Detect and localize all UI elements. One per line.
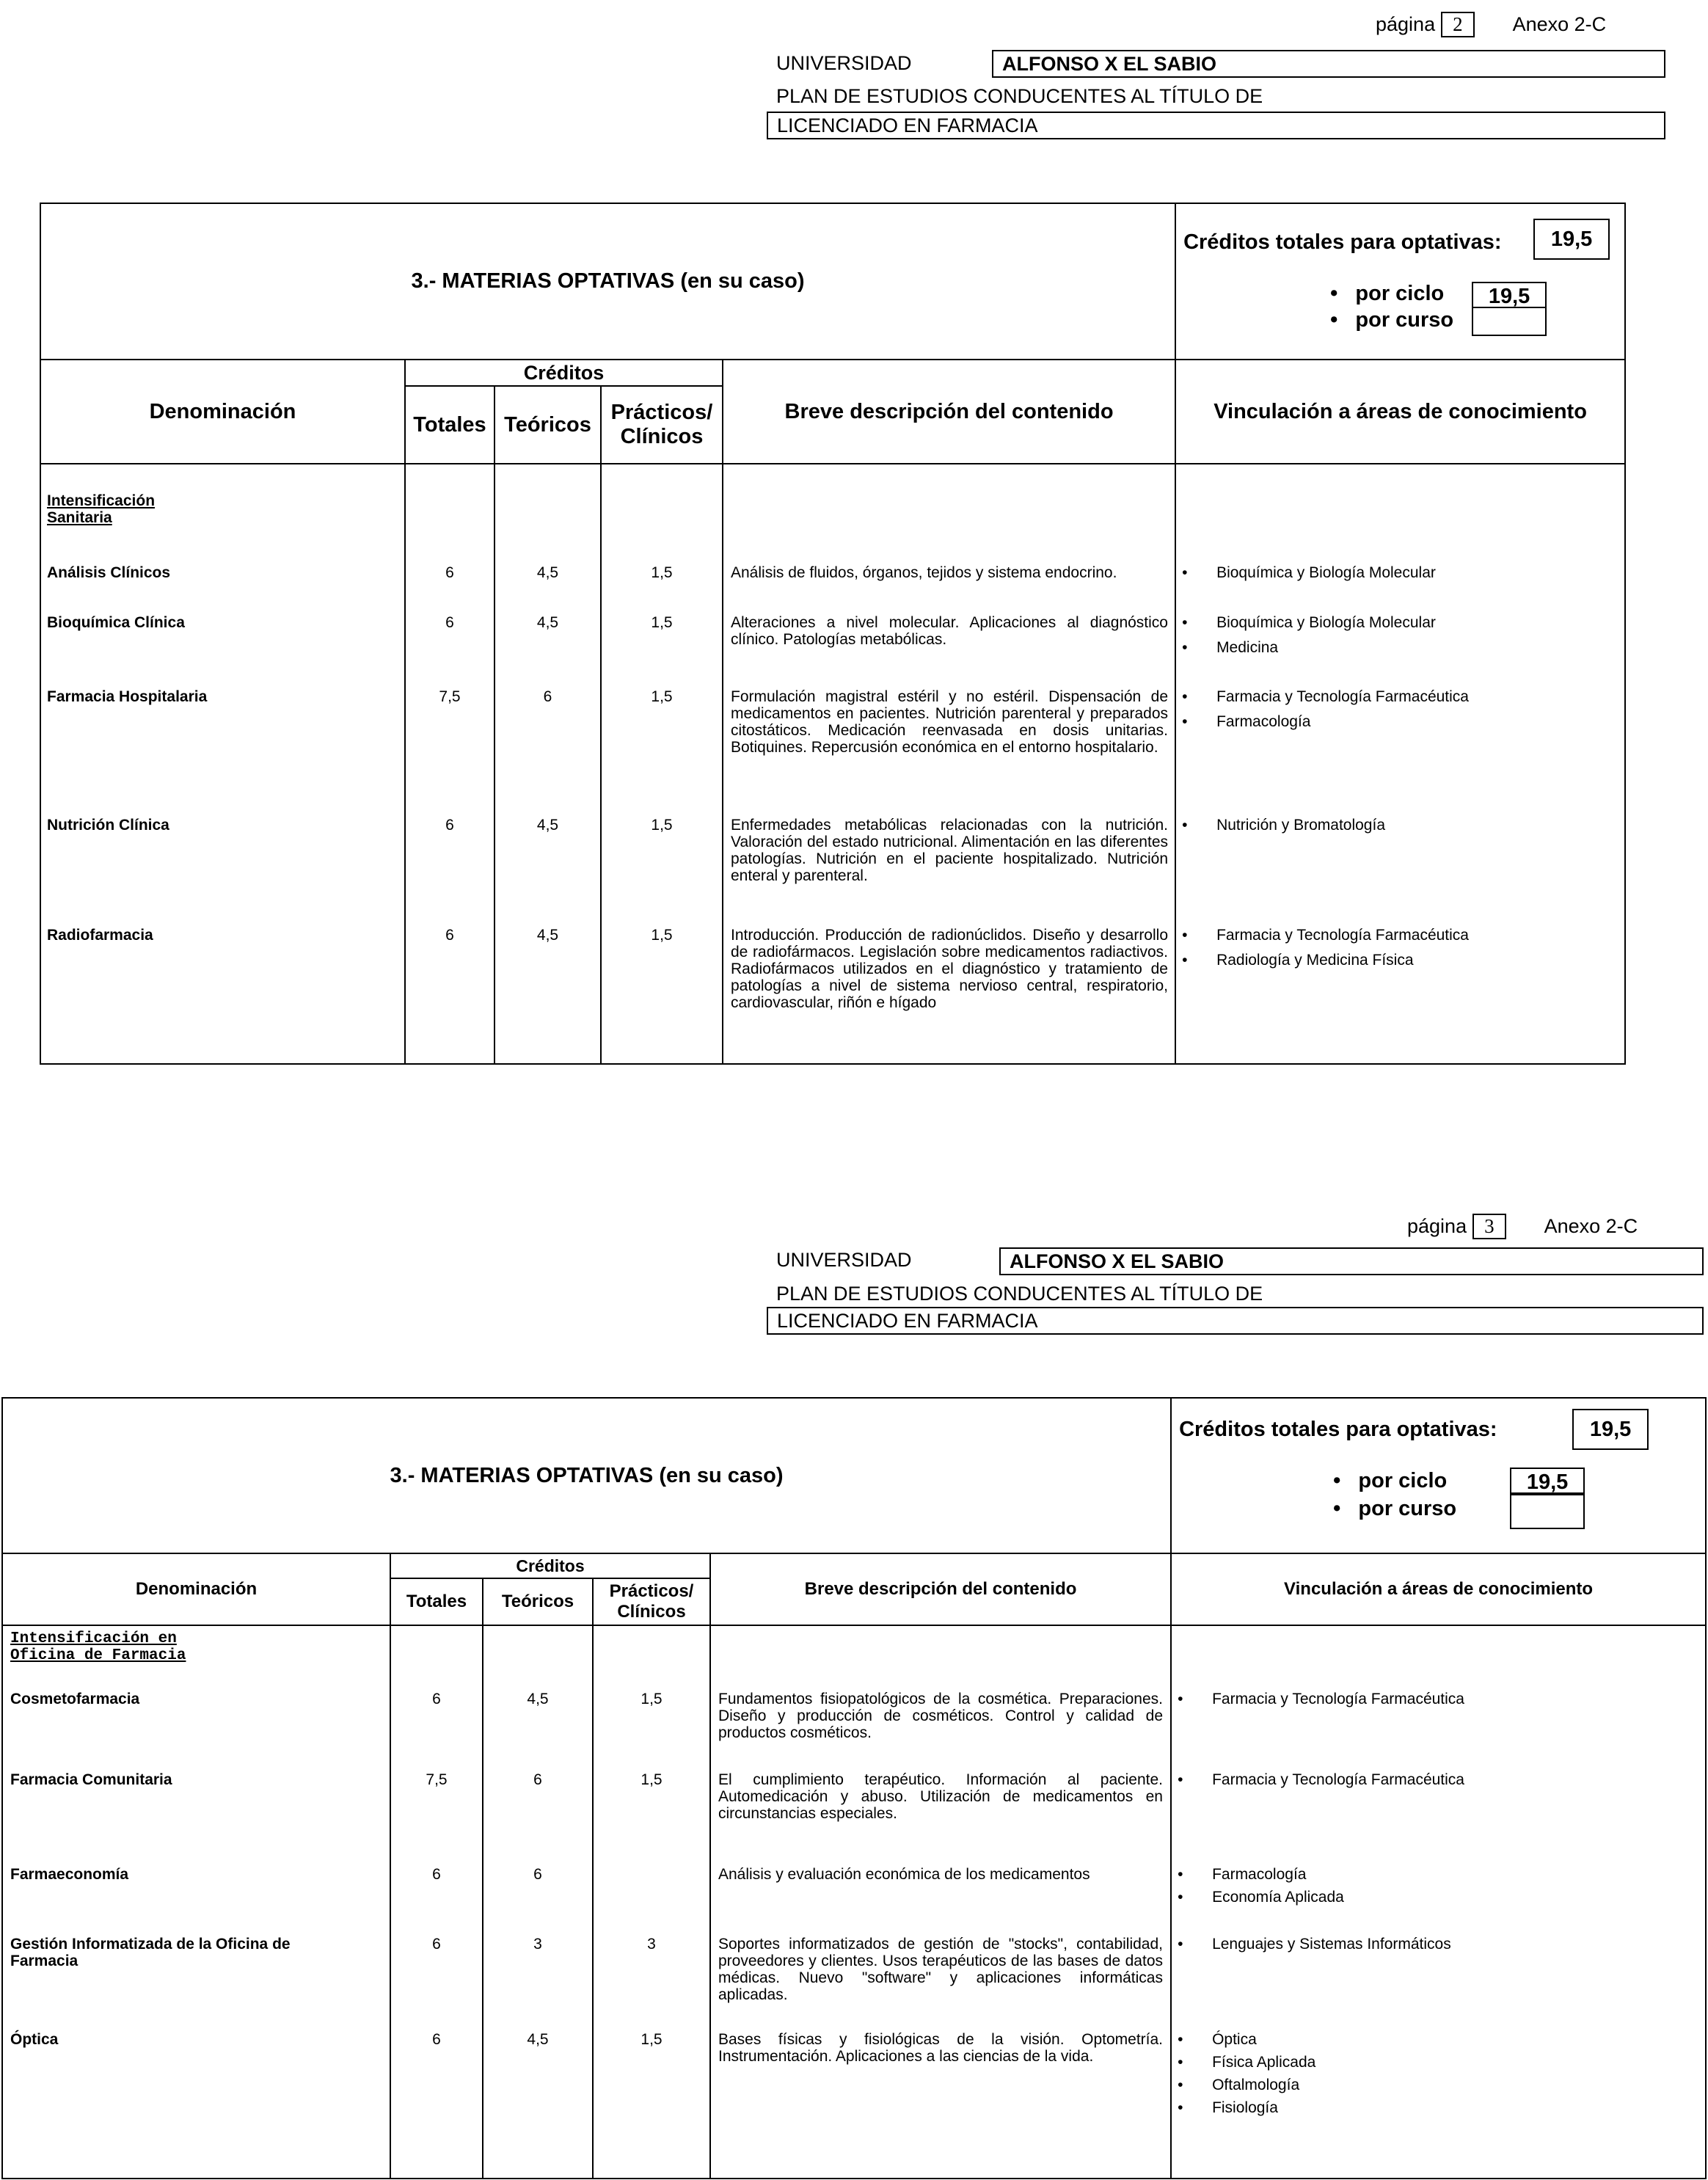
por-curso-box: [1472, 307, 1547, 336]
row-totales: 6: [445, 564, 454, 581]
row-totales: 6: [432, 1866, 441, 1883]
col-creditos: Créditos: [405, 360, 723, 386]
row-teoricos: 4,5: [536, 564, 559, 581]
university-name-box: ALFONSO X EL SABIO: [992, 50, 1665, 78]
row-name: Óptica: [10, 2031, 59, 2048]
area-item: • Nutrición y Bromatología: [1176, 817, 1616, 834]
row-name: Farmacia Comunitaria: [10, 1771, 172, 1788]
row-teoricos: 3: [533, 1936, 542, 1953]
row-teoricos: 6: [533, 1771, 542, 1788]
page-label: página: [1407, 1215, 1467, 1237]
totals-panel: [1171, 1398, 1706, 1553]
row-practicos: 1,5: [640, 1771, 663, 1788]
row-practicos: 1,5: [651, 564, 673, 581]
row-totales: 6: [432, 2031, 441, 2048]
row-practicos: 1,5: [651, 614, 673, 631]
area-item: • Farmacología: [1172, 1866, 1685, 1883]
col-vinculacion: Vinculación a áreas de conocimiento: [1171, 1553, 1706, 1625]
row-name: Radiofarmacia: [47, 927, 153, 944]
practicos-column: [601, 464, 723, 1064]
area-item: • Farmacología: [1176, 713, 1616, 730]
practicos-column: [593, 1625, 710, 2179]
area-item: • Oftalmología: [1172, 2077, 1685, 2093]
row-totales: 6: [445, 927, 454, 944]
university-name-box: ALFONSO X EL SABIO: [999, 1247, 1704, 1275]
degree-box: LICENCIADO EN FARMACIA: [767, 1307, 1704, 1335]
row-teoricos: 6: [533, 1866, 542, 1883]
col-descripcion: Breve descripción del contenido: [723, 360, 1175, 464]
por-ciclo-box: 19,5: [1510, 1468, 1585, 1494]
section-group-line: Oficina de Farmacia: [10, 1647, 186, 1664]
row-description: Alteraciones a nivel molecular. Aplicaciones al diagnóstico clínico. Patologías metabólicas.: [731, 614, 1168, 648]
row-name: Análisis Clínicos: [47, 564, 171, 581]
annex-label: Anexo 2-C: [1512, 13, 1607, 35]
row-description: Introducción. Producción de radionúclidos. Diseño y desarrollo de radiofármacos. Legislación sobre medicamentos radiactivos. Radiofármacos utilizados en el diagnóstico y tratamiento de patologías a nivel de sistema nervioso central, respiratorio, cardiovascular, riñón e hígado: [731, 927, 1168, 1011]
area-item: • Bioquímica y Biología Molecular: [1176, 614, 1616, 631]
row-teoricos: 6: [543, 688, 552, 705]
por-curso-label: • por curso: [1330, 308, 1454, 332]
total-credits-box: 19,5: [1572, 1409, 1649, 1450]
row-name: Farmaeconomía: [10, 1866, 129, 1883]
annex-label: Anexo 2-C: [1544, 1215, 1638, 1237]
optativas-table: [40, 203, 1626, 1065]
area-item: • Óptica: [1172, 2031, 1685, 2048]
row-areas: [1172, 1866, 1685, 1906]
area-item: • Radiología y Medicina Física: [1176, 952, 1616, 969]
col-teoricos: Teóricos: [494, 386, 601, 464]
row-areas: [1172, 1936, 1685, 1953]
col-practicos: Prácticos/ Clínicos: [601, 386, 723, 464]
university-label: UNIVERSIDAD: [776, 1249, 912, 1271]
row-totales: 6: [445, 614, 454, 631]
teoricos-column: [494, 464, 601, 1064]
teoricos-column: [483, 1625, 593, 2179]
row-teoricos: 4,5: [536, 817, 559, 834]
row-teoricos: 4,5: [527, 2031, 549, 2048]
page-number-box: 3: [1472, 1214, 1506, 1239]
row-description: Enfermedades metabólicas relacionadas con la nutrición. Valoración del estado nutricional. Alimentación en las diferentes patologías. Nutrición en el paciente hospitalizado. Nutrición enteral y parenteral.: [731, 817, 1168, 884]
section-group: Intensificación Sanitaria: [47, 492, 156, 526]
plan-label: PLAN DE ESTUDIOS CONDUCENTES AL TÍTULO DE: [776, 85, 1263, 107]
area-item: • Farmacia y Tecnología Farmacéutica: [1176, 927, 1616, 944]
row-areas: [1176, 927, 1616, 969]
row-teoricos: 4,5: [527, 1691, 549, 1707]
row-practicos: 1,5: [640, 2031, 663, 2048]
col-totales: Totales: [390, 1578, 483, 1625]
page-label: página: [1376, 13, 1436, 35]
vinculacion-column: [1171, 1625, 1706, 2179]
row-areas: [1172, 1691, 1685, 1707]
totals-panel: [1175, 203, 1625, 360]
row-areas: [1176, 817, 1616, 834]
por-ciclo-label: • por ciclo: [1330, 282, 1445, 305]
plan-label: PLAN DE ESTUDIOS CONDUCENTES AL TÍTULO DE: [776, 1283, 1263, 1305]
page-number-line: [1407, 1214, 1638, 1239]
col-teoricos: Teóricos: [483, 1578, 593, 1625]
descripcion-column: [723, 464, 1175, 1064]
row-name: Farmacia Hospitalaria: [47, 688, 208, 705]
row-practicos: 1,5: [651, 817, 673, 834]
area-item: • Lenguajes y Sistemas Informáticos: [1172, 1936, 1685, 1953]
row-totales: 6: [432, 1936, 441, 1953]
col-totales: Totales: [405, 386, 494, 464]
area-item: • Farmacia y Tecnología Farmacéutica: [1172, 1771, 1685, 1788]
page-number-box: 2: [1441, 12, 1475, 37]
degree-box: LICENCIADO EN FARMACIA: [767, 112, 1665, 139]
vinculacion-column: [1175, 464, 1625, 1064]
row-description: Bases físicas y fisiológicas de la visión. Optometría. Instrumentación. Aplicaciones a las ciencias de la vida.: [718, 2031, 1163, 2065]
area-item: • Farmacia y Tecnología Farmacéutica: [1172, 1691, 1685, 1707]
por-curso-box: [1510, 1494, 1585, 1529]
section-title: 3.- MATERIAS OPTATIVAS (en su caso): [40, 203, 1175, 360]
row-areas: [1172, 1771, 1685, 1788]
totales-column: [390, 1625, 483, 2179]
row-description: Análisis de fluidos, órganos, tejidos y sistema endocrino.: [731, 564, 1117, 581]
col-denominacion: Denominación: [2, 1553, 390, 1625]
row-areas: [1176, 564, 1616, 581]
row-description: El cumplimiento terapéutico. Información al paciente. Automedicación y abuso. Utilización de medicamentos en circunstancias especiales.: [718, 1771, 1163, 1822]
row-name: Bioquímica Clínica: [47, 614, 185, 631]
section-group: [10, 1630, 186, 1664]
por-ciclo-label: • por ciclo: [1333, 1469, 1448, 1492]
row-description: Fundamentos fisiopatológicos de la cosmética. Preparaciones. Diseño y producción de cosméticos. Control y calidad de productos cosméticos.: [718, 1691, 1163, 1741]
section-title: 3.- MATERIAS OPTATIVAS (en su caso): [2, 1398, 1171, 1553]
col-descripcion: Breve descripción del contenido: [710, 1553, 1171, 1625]
row-practicos: 1,5: [651, 927, 673, 944]
page-number-line: [1376, 12, 1606, 37]
row-description: Análisis y evaluación económica de los medicamentos: [718, 1866, 1090, 1883]
row-totales: 6: [432, 1691, 441, 1707]
col-practicos: Prácticos/ Clínicos: [593, 1578, 710, 1625]
totales-column: [405, 464, 494, 1064]
page-2: [0, 0, 1708, 1071]
row-description: Formulación magistral estéril y no estéril. Dispensación de medicamentos en pacientes. Nutrición parenteral y preparados citostáticos. Medicación reenvasada en dosis unitarias. Botiquines. Repercusión económica en el entorno hospitalario.: [731, 688, 1168, 756]
total-credits-box: 19,5: [1533, 219, 1610, 260]
por-ciclo-box: 19,5: [1472, 282, 1547, 308]
area-item: • Medicina: [1176, 639, 1616, 656]
row-totales: 6: [445, 817, 454, 834]
area-item: • Fisiología: [1172, 2099, 1685, 2116]
area-item: • Bioquímica y Biología Molecular: [1176, 564, 1616, 581]
col-creditos: Créditos: [390, 1553, 710, 1578]
por-curso-label: • por curso: [1333, 1497, 1457, 1520]
row-practicos: 1,5: [651, 688, 673, 705]
area-item: • Economía Aplicada: [1172, 1889, 1685, 1906]
col-denominacion: Denominación: [40, 360, 405, 464]
area-item: • Física Aplicada: [1172, 2054, 1685, 2071]
names-column: [2, 1625, 390, 2179]
col-vinculacion: Vinculación a áreas de conocimiento: [1175, 360, 1625, 464]
section-group-line: Intensificación en: [10, 1630, 177, 1647]
row-name: Cosmetofarmacia: [10, 1691, 140, 1707]
row-totales: 7,5: [439, 688, 461, 705]
descripcion-column: [710, 1625, 1171, 2179]
row-teoricos: 4,5: [536, 614, 559, 631]
row-practicos: 3: [647, 1936, 656, 1953]
row-areas: [1176, 688, 1616, 730]
optativas-table: [1, 1397, 1707, 2179]
row-areas: [1172, 2031, 1685, 2116]
total-credits-label: Créditos totales para optativas:: [1183, 230, 1502, 254]
row-name: Gestión Informatizada de la Oficina de Farmacia: [10, 1936, 291, 1969]
area-item: • Farmacia y Tecnología Farmacéutica: [1176, 688, 1616, 705]
university-label: UNIVERSIDAD: [776, 52, 912, 74]
row-name: Nutrición Clínica: [47, 817, 169, 834]
row-totales: 7,5: [426, 1771, 448, 1788]
total-credits-label: Créditos totales para optativas:: [1179, 1418, 1497, 1441]
row-areas: [1176, 614, 1616, 656]
page-3: [0, 1203, 1708, 2180]
row-practicos: 1,5: [640, 1691, 663, 1707]
row-teoricos: 4,5: [536, 927, 559, 944]
names-column: [40, 464, 405, 1064]
row-description: Soportes informatizados de gestión de "stocks", contabilidad, proveedores y clientes. Usos terapéuticos de las bases de datos médicas. Nuevo "software" y aplicaciones informáticas aplicadas.: [718, 1936, 1163, 2003]
